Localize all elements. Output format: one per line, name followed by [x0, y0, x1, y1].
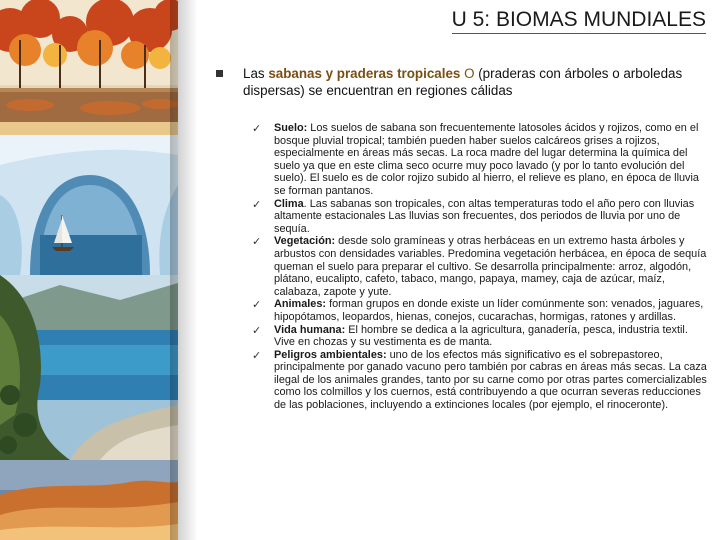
item-label: Animales:: [274, 298, 327, 311]
slide-title: U 5: BIOMAS MUNDIALES: [452, 8, 706, 34]
checkmark-icon: ✓: [252, 349, 262, 362]
intro-term: sabanas y praderas tropicales: [268, 66, 461, 81]
checkmark-icon: ✓: [252, 123, 262, 135]
intro-rest: (praderas con árboles o arboledas dispersas) se encuentran en regiones cálidas: [243, 66, 683, 98]
item-text: desde solo gramíneas y otras herbáceas en un extremo hasta árboles y arbustos con densidades variables. Predomina vegetación herbácea, en época de sequía queman el suelo para preparar el cultivo. Se desarrolla principalmente: arroz, algodón, plátano, eucalipto, cafeto, tabaco, mango, papaya, mamey, caja de azúcar, maíz, calabaza, zapote y yute.: [274, 235, 707, 298]
intro-connector: O: [460, 66, 479, 81]
item-text: Los suelos de sabana son frecuentemente latosoles ácidos y rojizos, como en el bosque pluvial tropical; también pueden haber suelos calcáreos grises a rojizos, especialmente en áreas más secas. La roca madre del lugar determina la química del suelo ya que en este clima seco ocurre muy poco lavado (y por lo tanto evolución del suelo). El suelo es de color rojizo subido al hierro, el relieve es plano, en época de lluvia se forman pantanos.: [274, 122, 699, 197]
checkmark-icon: ✓: [252, 198, 262, 211]
checkmark-icon: ✓: [252, 324, 262, 337]
photo-collage-strip: [0, 0, 200, 540]
list-item: [252, 349, 710, 412]
list-item: [252, 324, 710, 349]
item-text: El hombre se dedica a la agricultura, ganadería, pesca, industria textil. Vive en chozas y su vestimenta es de manta.: [274, 323, 688, 349]
autumn-forest-photo: [0, 0, 178, 135]
desert-dunes-photo: [0, 460, 178, 540]
coastal-cliffs-photo: [0, 275, 178, 460]
list-item: [252, 122, 710, 198]
intro-paragraph: [243, 65, 708, 99]
list-item: [252, 298, 710, 323]
photo-strip-shadow: [170, 0, 200, 540]
item-label: Vida humana:: [274, 323, 346, 336]
list-item: [252, 198, 710, 236]
item-label: Clima: [274, 197, 304, 210]
item-label: Peligros ambientales:: [274, 348, 387, 361]
item-label: Suelo:: [274, 122, 308, 134]
item-label: Vegetación:: [274, 235, 336, 248]
item-text: . Las sabanas son tropicales, con altas temperaturas todo el año pero con lluvias altamente estacionales Las lluvias son frecuentes, dos periodos de lluvia por uno de sequía.: [274, 197, 695, 235]
intro-lead: Las: [243, 66, 269, 81]
square-bullet-icon: [216, 70, 223, 77]
checkmark-icon: ✓: [252, 236, 262, 249]
item-text: uno de los efectos más significativo es el sobrepastoreo, principalmente por ganado vacuno pero también por cabras en áreas más secas. La caza ilegal de los animales grandes, tanto por su carne como por otras partes comercializables como los colmillos y los cuernos, está contribuyendo a que ocurran severas reducciones de las poblaciones, incluyendo a extinciones locales (por ejemplo, el rinoceronte).: [274, 348, 707, 412]
biome-feature-list: [252, 122, 710, 412]
item-text: forman grupos en donde existe un líder comúnmente son: venados, jaguares, hipopótamos, leopardos, hienas, conejos, cucarachas, hormigas, ratones y ardillas.: [274, 298, 704, 323]
checkmark-icon: ✓: [252, 299, 262, 312]
list-item: [252, 235, 710, 298]
ice-arch-photo: [0, 135, 178, 275]
